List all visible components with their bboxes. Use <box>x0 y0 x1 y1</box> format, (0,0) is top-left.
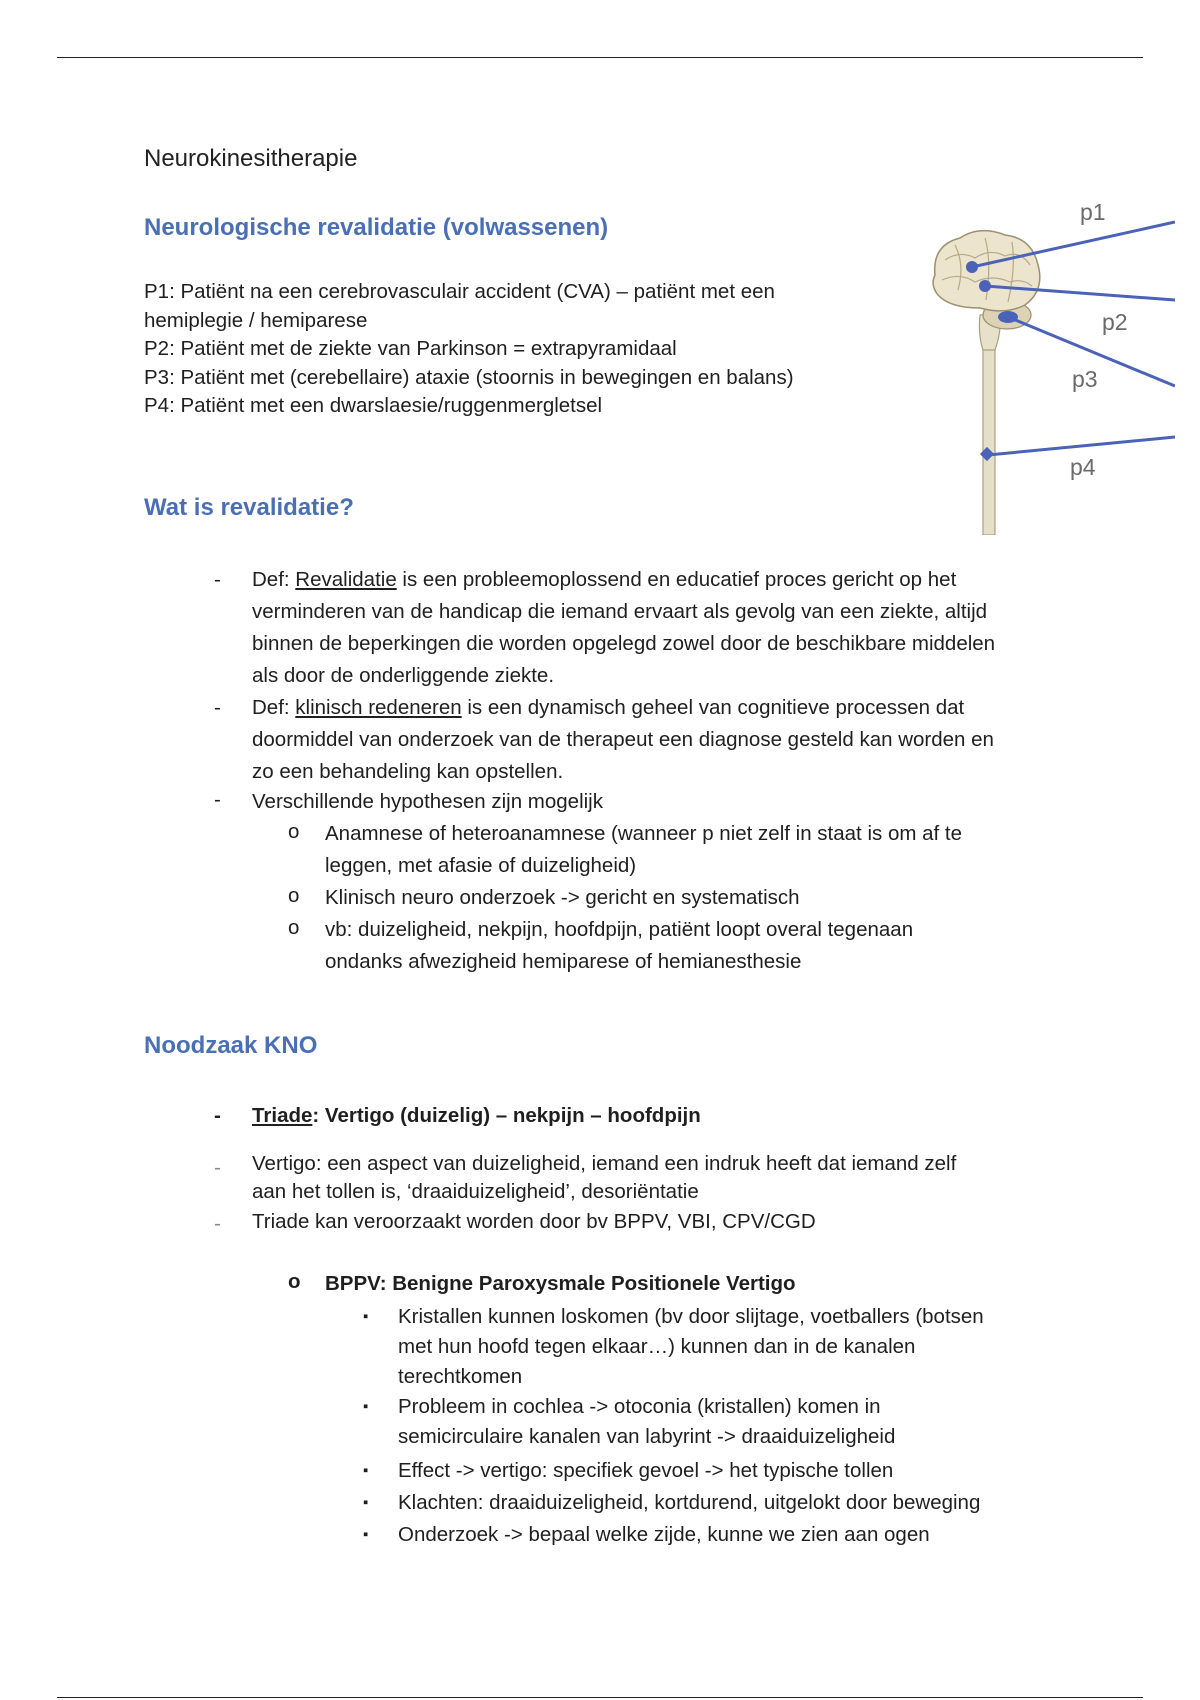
sub-item <box>325 914 1045 978</box>
bppv-item: Effect -> vertigo: specifiek gevoel -> het typische tollen <box>398 1459 894 1482</box>
sub-item-line: vb: duizeligheid, nekpijn, hoofdpijn, patiënt loopt overal tegenaan <box>325 918 914 941</box>
figure-label-p4: p4 <box>1070 454 1096 480</box>
circle-bullet: o <box>288 916 300 939</box>
sub-item-line: leggen, met afasie of duizeligheid) <box>325 854 637 877</box>
def-prefix: Def: <box>252 568 296 591</box>
def-text: is een dynamisch geheel van cognitieve processen dat <box>461 696 965 719</box>
triade-cause: Triade kan veroorzaakt worden door bv BPPV, VBI, CPV/CGD <box>252 1210 816 1233</box>
def-prefix: Def: <box>252 696 296 719</box>
patient-line: P1: Patiënt na een cerebrovasculair accident (CVA) – patiënt met een <box>144 280 775 303</box>
vertigo-line: aan het tollen is, ‘draaiduizeligheid’, desoriëntatie <box>252 1180 699 1203</box>
dash-bullet: - <box>214 1212 221 1235</box>
sub-item-line: ondanks afwezigheid hemiparese of hemianesthesie <box>325 950 802 973</box>
spinal-cord <box>983 340 995 535</box>
bppv-item-line: semicirculaire kanalen van labyrint -> draaiduizeligheid <box>398 1425 896 1448</box>
triade-text: : Vertigo (duizelig) – nekpijn – hoofdpijn <box>312 1104 701 1127</box>
def-text: verminderen van de handicap die iemand ervaart als gevolg van een ziekte, altijd <box>252 600 988 623</box>
section-heading-neurologische-revalidatie: Neurologische revalidatie (volwassenen) <box>144 214 609 241</box>
def-term-klinisch-redeneren: klinisch redeneren <box>295 696 462 719</box>
bppv-item: Onderzoek -> bepaal welke zijde, kunne we zien aan ogen <box>398 1523 930 1546</box>
square-bullet: ▪ <box>363 1398 369 1415</box>
pointer-dot-p3 <box>998 311 1018 323</box>
document-title: Neurokinesitherapie <box>144 145 358 172</box>
circle-bullet: o <box>288 820 300 843</box>
bppv-item <box>398 1392 1098 1452</box>
definition-revalidatie <box>252 564 1072 692</box>
section-heading-noodzaak-kno: Noodzaak KNO <box>144 1032 318 1059</box>
dash-bullet: - <box>214 1104 221 1127</box>
sub-item-line: Anamnese of heteroanamnese (wanneer p niet zelf in staat is om af te <box>325 822 963 845</box>
def-text: is een probleemoplossend en educatief proces gericht op het <box>396 568 957 591</box>
brain-spinal-cord-figure <box>920 190 1175 535</box>
figure-label-p3: p3 <box>1072 366 1098 392</box>
figure-label-p1: p1 <box>1080 199 1106 225</box>
bppv-item-line: Probleem in cochlea -> otoconia (kristallen) komen in <box>398 1395 881 1418</box>
section-heading-wat-is-revalidatie: Wat is revalidatie? <box>144 494 354 521</box>
def-text: binnen de beperkingen die worden opgelegd zowel door de beschikbare middelen <box>252 632 996 655</box>
patient-line: P3: Patiënt met (cerebellaire) ataxie (stoornis in bewegingen en balans) <box>144 365 794 389</box>
vertigo-line: Vertigo: een aspect van duizeligheid, iemand een indruk heeft dat iemand zelf <box>252 1152 957 1175</box>
def-text: als door de onderliggende ziekte. <box>252 664 555 687</box>
figure-label-p2: p2 <box>1102 309 1128 335</box>
triade-term: Triade <box>252 1104 313 1127</box>
pointer-dot-p1 <box>966 261 978 273</box>
header-rule <box>57 57 1143 58</box>
vertigo-definition <box>252 1150 1072 1206</box>
circle-bullet: o <box>288 884 300 907</box>
bppv-heading: BPPV: Benigne Paroxysmale Positionele Vertigo <box>325 1272 796 1295</box>
bppv-item-line: terechtkomen <box>398 1365 523 1388</box>
square-bullet: ▪ <box>363 1526 369 1543</box>
square-bullet: ▪ <box>363 1462 369 1479</box>
dash-bullet: - <box>214 1156 221 1179</box>
def-text: zo een behandeling kan opstellen. <box>252 760 564 783</box>
def-text: doormiddel van onderzoek van de therapeut een diagnose gesteld kan worden en <box>252 728 994 751</box>
bppv-item-line: met hun hoofd tegen elkaar…) kunnen dan in de kanalen <box>398 1335 916 1358</box>
definition-klinisch-redeneren <box>252 692 1072 788</box>
square-bullet: ▪ <box>363 1494 369 1511</box>
bppv-item <box>398 1302 1098 1392</box>
sub-item: Klinisch neuro onderzoek -> gericht en systematisch <box>325 886 800 909</box>
patient-line: hemiplegie / hemiparese <box>144 308 368 332</box>
hypothesen-line: Verschillende hypothesen zijn mogelijk <box>252 790 603 813</box>
sub-item <box>325 818 1045 882</box>
triade-line <box>252 1100 1072 1132</box>
bppv-item-line: Kristallen kunnen loskomen (bv door slijtage, voetballers (botsen <box>398 1305 984 1328</box>
def-term-revalidatie: Revalidatie <box>295 568 397 591</box>
dash-bullet: - <box>214 696 221 719</box>
patient-line: P4: Patiënt met een dwarslaesie/ruggenmergletsel <box>144 394 603 417</box>
dash-bullet: - <box>214 788 221 811</box>
patient-list <box>144 278 864 421</box>
pointer-line-p4 <box>988 437 1175 455</box>
bppv-item: Klachten: draaiduizeligheid, kortdurend, uitgelokt door beweging <box>398 1491 981 1514</box>
circle-bullet: o <box>288 1270 301 1293</box>
patient-line: P2: Patiënt met de ziekte van Parkinson = extrapyramidaal <box>144 337 677 360</box>
pointer-dot-p2 <box>979 280 991 292</box>
square-bullet: ▪ <box>363 1308 369 1325</box>
footer-rule <box>57 1697 1143 1698</box>
dash-bullet: - <box>214 568 221 591</box>
